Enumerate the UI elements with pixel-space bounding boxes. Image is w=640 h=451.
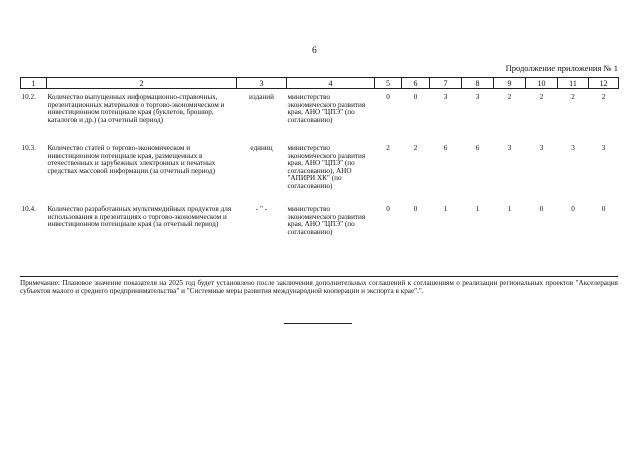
column-header: 5 [375,78,402,89]
indicator-value: 3 [571,144,575,152]
row-number: 10.3. [21,144,36,152]
responsible-executor: министерство экономического развития края, АНО "ЦПЭ" (по согласованию) [287,205,366,236]
column-header: 4 [287,78,375,89]
indicator-value: 0 [386,93,390,101]
column-header: 10 [526,78,558,89]
indicator-value: 2 [413,144,418,152]
indicator-value: 0 [386,205,390,213]
indicator-value: 0 [601,205,606,213]
indicator-value: 2 [571,93,575,101]
indicator-value: 1 [443,205,448,213]
table-row [21,140,619,203]
indicator-value: 3 [601,144,606,152]
indicator-value: 3 [507,144,512,152]
footnote-divider [20,276,618,277]
indicator-value: 6 [475,144,480,152]
row-number: 10.4. [21,205,36,213]
page-number: 6 [312,46,317,56]
column-header: 9 [494,78,526,89]
column-header: 8 [462,78,494,89]
indicator-value: 1 [475,205,480,213]
row-number: 10.2. [21,93,36,101]
unit-of-measure: изданий [249,93,274,101]
indicator-value: 6 [443,144,448,152]
column-header: 6 [402,78,430,89]
indicators-table [20,77,619,252]
appendix-continuation-note: Продолжение приложения № 1 [505,63,618,73]
column-header: 3 [237,78,287,89]
column-header: 11 [558,78,589,89]
responsible-executor: министерство экономического развития края, АНО "ЦПЭ" (по согласованию) [287,93,366,124]
table-row [21,203,619,252]
indicator-name: Количество выпущенных информационно-справочных, презентационных материалов о торгово-экономическом и инвестиционном потенциале края (буклетов, брошюр, каталогов и др.) (за отчетный период) [47,93,225,124]
column-header: 12 [589,78,619,89]
indicator-name: Количество статей о торгово-экономическом и инвестиционном потенциале края, размещенных в отечественных и зарубежных электронных и печатных средствах массовой информации (за отчетный период) [47,144,216,175]
footnote-note: Примечание: Плановое значение показателя на 2025 год будет установлено после заключения дополнительных соглашений к соглашениям о реализации региональных проектов "Акселерация субъектов малого и среднего предпринимательства" и "Системные меры развития международной кооперации и экспорта в крае".". [20,279,618,295]
indicator-value: 3 [443,93,448,101]
indicator-name: Количество разработанных мультимедийных продуктов для использования в презентациях о торгово-экономическом и инвестиционном потенциале края (за отчетный период) [47,205,232,229]
indicator-value: 2 [601,93,606,101]
indicator-value: 2 [386,144,390,152]
unit-of-measure: единиц [250,144,273,152]
table-row [21,89,619,141]
indicator-value: 0 [539,205,544,213]
indicator-value: 0 [413,205,418,213]
column-header: 1 [21,78,47,89]
indicator-value: 2 [507,93,512,101]
column-header: 7 [430,78,462,89]
responsible-executor: министерство экономического развития края, АНО "ЦПЭ" (по согласованию), АНО "АПИРИ ХК" (по согласованию) [287,144,366,190]
indicator-value: 0 [571,205,575,213]
indicator-value: 1 [507,205,512,213]
table-header-row [21,78,619,89]
indicator-value: 0 [413,93,418,101]
unit-of-measure: - " - [255,205,268,213]
indicator-value: 2 [539,93,544,101]
column-header: 2 [47,78,237,89]
indicator-value: 3 [475,93,480,101]
indicator-value: 3 [539,144,544,152]
document-end-line [284,323,352,324]
